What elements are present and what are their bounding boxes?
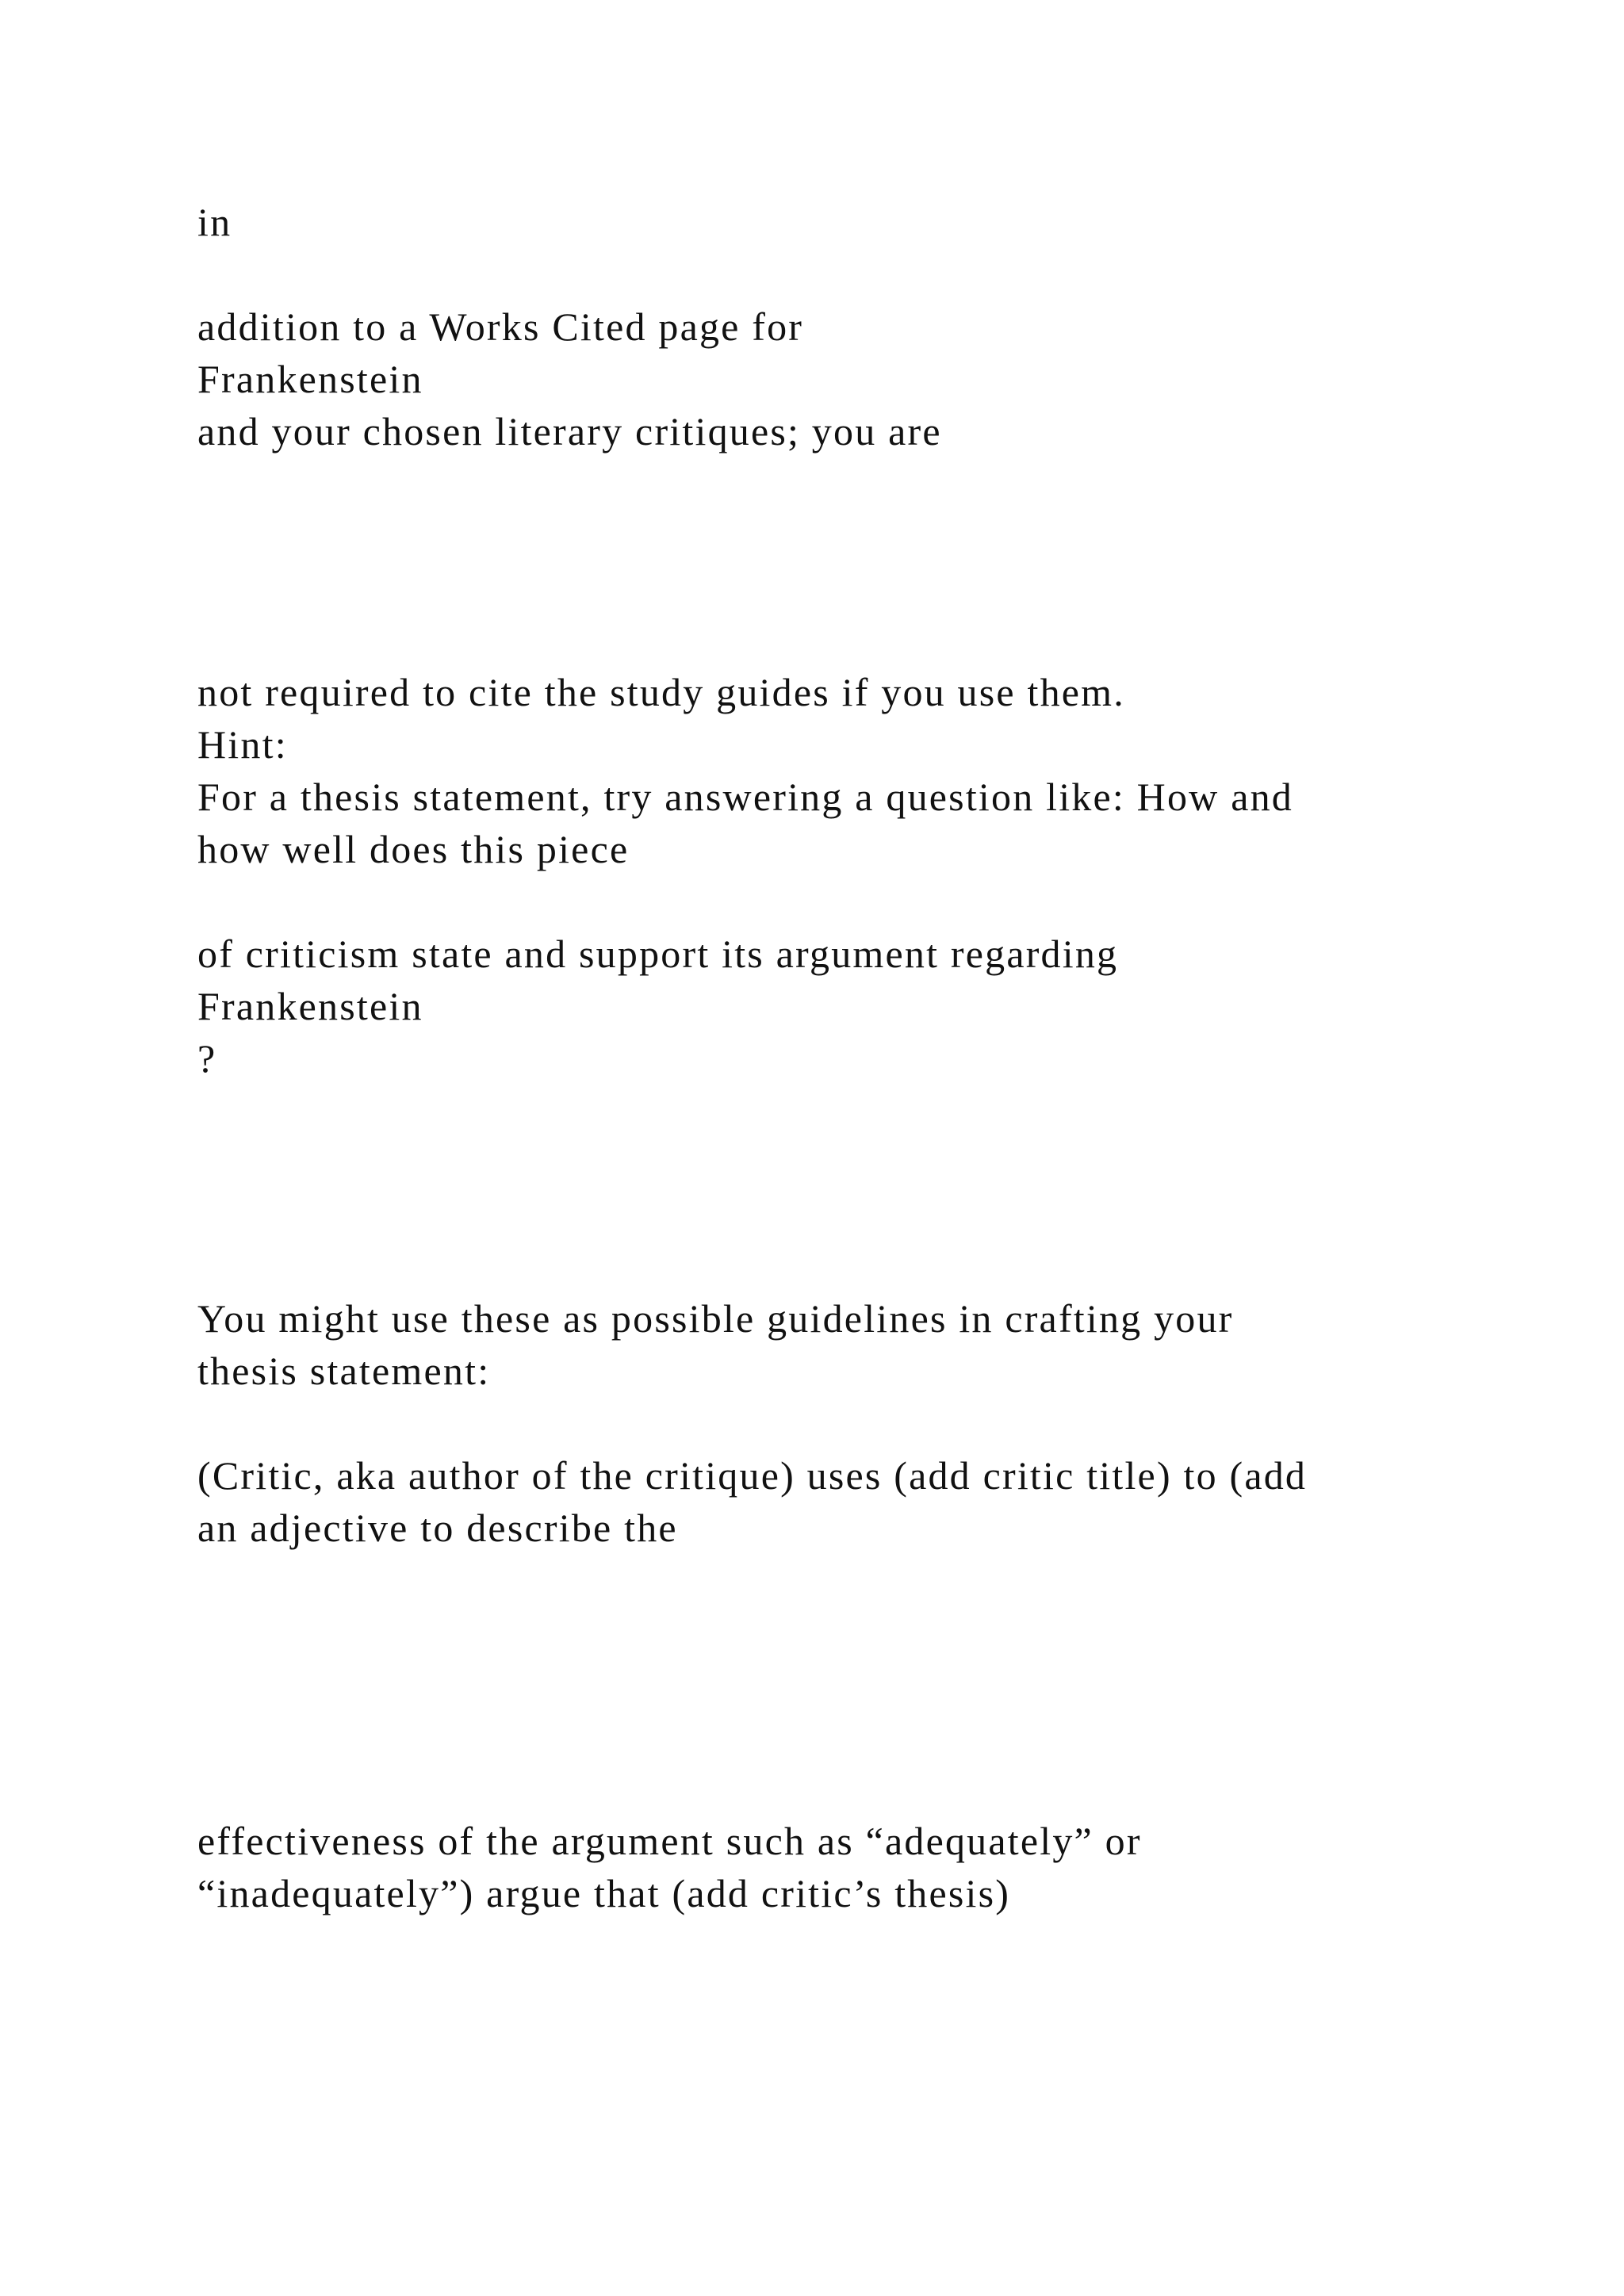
text-line: “inadequately”) argue that (add critic’s thesis)	[197, 1871, 1011, 1915]
text-line: an adjective to describe the	[197, 1506, 678, 1550]
text-line: You might use these as possible guidelines in crafting your	[197, 1296, 1234, 1341]
text-line: how well does this piece	[197, 827, 630, 871]
text-line: (Critic, aka author of the critique) uses (add critic title) to (add	[197, 1453, 1308, 1498]
text-line: effectiveness of the argument such as “adequately” or	[197, 1819, 1142, 1863]
text-line: For a thesis statement, try answering a question like: How and	[197, 775, 1293, 819]
text-line: not required to cite the study guides if you use them.	[197, 670, 1125, 714]
text-line: and your chosen literary critiques; you are	[197, 409, 942, 453]
text-line: Frankenstein	[197, 357, 423, 401]
text-line: Hint:	[197, 722, 288, 767]
text-line: Frankenstein	[197, 984, 423, 1028]
text-line: of criticism state and support its argument regarding	[197, 932, 1119, 976]
text-line: in	[197, 200, 232, 244]
text-line: addition to a Works Cited page for	[197, 304, 804, 349]
text-line: ?	[197, 1036, 217, 1081]
text-line: thesis statement:	[197, 1349, 491, 1393]
